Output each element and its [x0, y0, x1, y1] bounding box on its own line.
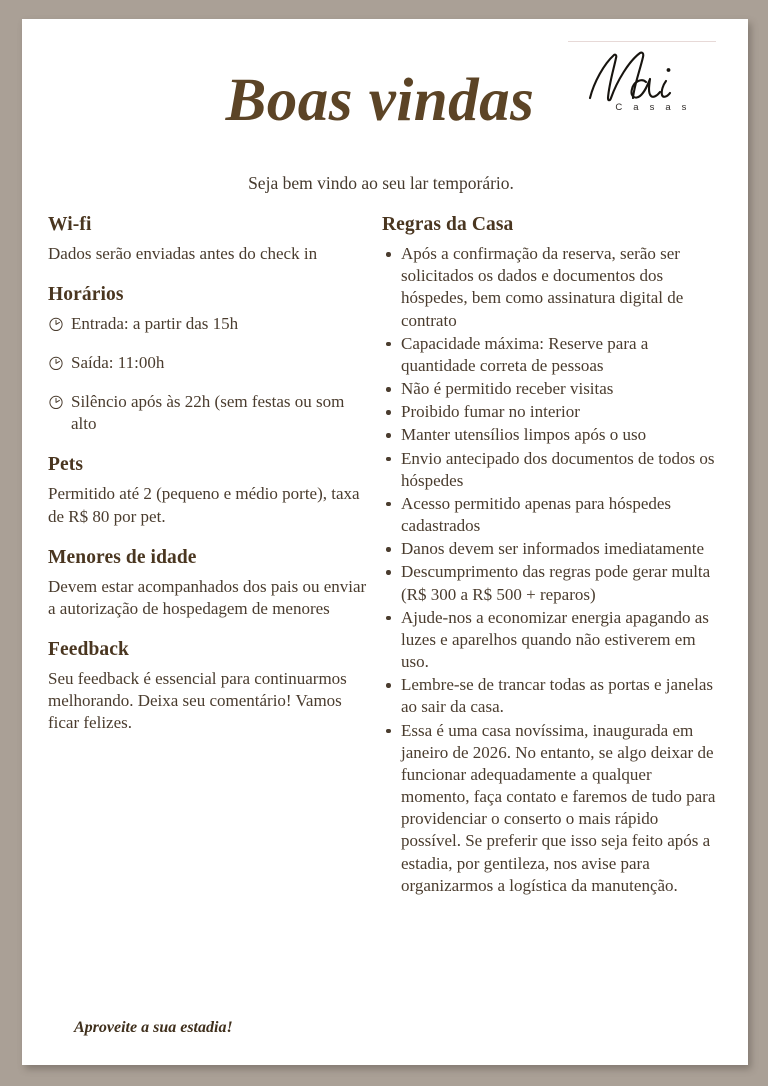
list-item: Proibido fumar no interior — [382, 401, 722, 423]
logo-divider — [568, 41, 716, 42]
clock-icon — [48, 394, 64, 410]
section-heading-horarios: Horários — [48, 284, 124, 306]
time-entry-checkin — [48, 313, 368, 335]
list-item: Envio antecipado dos documentos de todos os hóspedes — [382, 448, 722, 492]
time-entry-quiet-hours — [48, 391, 368, 435]
time-entry-text: Silêncio após às 22h (sem festas ou som alto — [71, 392, 345, 434]
section-heading-feedback: Feedback — [48, 638, 129, 660]
list-item: Acesso permitido apenas para hóspedes cadastrados — [382, 493, 722, 537]
section-horarios — [48, 284, 368, 435]
list-item: Manter utensílios limpos após o uso — [382, 424, 722, 446]
section-wifi — [48, 214, 368, 265]
section-feedback — [48, 639, 368, 734]
section-heading-wifi: Wi-fi — [48, 214, 92, 235]
section-text-wifi: Dados serão enviadas antes do check in — [48, 244, 318, 263]
document-body — [22, 19, 748, 1065]
list-item: Após a confirmação da reserva, serão ser solicitados os dados e documentos dos hóspedes, bem como assinatura digital de contrato — [382, 243, 722, 332]
footer-note: Aproveite a sua estadia! — [74, 1019, 233, 1036]
section-pets — [48, 454, 368, 527]
list-item: Ajude-nos a economizar energia apagando as luzes e aparelhos quando não estiverem em uso. — [382, 607, 722, 674]
right-column — [382, 214, 722, 898]
time-entry-checkout — [48, 352, 368, 374]
clock-icon — [48, 355, 64, 371]
page-subtitle: Seja bem vindo ao seu lar temporário. — [248, 173, 514, 193]
content-columns — [48, 214, 722, 898]
left-column — [48, 214, 382, 753]
house-rules-list — [382, 243, 722, 897]
page-title: Boas vindas — [225, 67, 535, 134]
section-text-pets: Permitido até 2 (pequeno e médio porte), taxa de R$ 80 por pet. — [48, 484, 360, 526]
section-heading-pets: Pets — [48, 454, 84, 476]
list-item: Danos devem ser informados imediatamente — [382, 538, 722, 560]
time-entry-text: Saída: 11:00h — [71, 353, 165, 373]
logo-script-mark — [568, 48, 716, 106]
document-header — [48, 35, 722, 153]
list-item: Capacidade máxima: Reserve para a quantidade correta de pessoas — [382, 333, 722, 377]
logo-subtitle: C a s a s — [615, 102, 691, 113]
section-heading-regras-da-casa: Regras da Casa — [382, 214, 514, 235]
section-heading-menores-de-idade: Menores de idade — [48, 546, 197, 568]
brand-logo — [568, 41, 716, 113]
list-item: Lembre-se de trancar todas as portas e janelas ao sair da casa. — [382, 674, 722, 718]
list-item: Essa é uma casa novíssima, inaugurada em janeiro de 2026. No entanto, se algo deixar de funcionar adequadamente a qualquer momento, faça contato e faremos de tudo para providenciar o conserto o mais rápido possível. Se preferir que isso seja feito após a estadia, por gentileza, nos avise para organizarmos a logística da manutenção. — [382, 720, 722, 897]
clock-icon — [48, 316, 64, 332]
section-text-feedback: Seu feedback é essencial para continuarmos melhorando. Deixa seu comentário! Vamos ficar felizes. — [48, 668, 347, 733]
time-entry-text: Entrada: a partir das 15h — [71, 314, 239, 334]
list-item: Não é permitido receber visitas — [382, 378, 722, 400]
section-menores-de-idade — [48, 547, 368, 620]
welcome-document-page — [22, 19, 748, 1065]
list-item: Descumprimento das regras pode gerar multa (R$ 300 a R$ 500 + reparos) — [382, 561, 722, 605]
section-text-menores-de-idade: Devem estar acompanhados dos pais ou enviar a autorização de hospedagem de menores — [48, 576, 367, 618]
